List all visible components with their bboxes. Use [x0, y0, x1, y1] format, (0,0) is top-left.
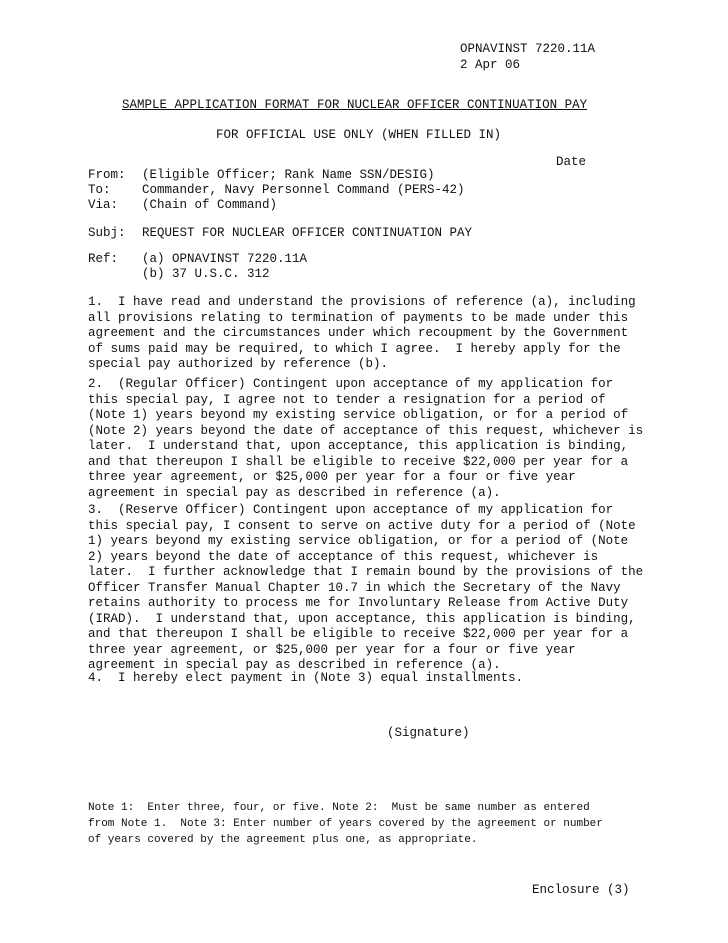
subj-value: REQUEST FOR NUCLEAR OFFICER CONTINUATION PAY	[142, 226, 473, 240]
paragraph-1: 1. I have read and understand the provisions of reference (a), including all provisions relating to termination of payments to be made under this agreement and the circumstances under which recoupment by the Government of sums paid may be required, to which I agree. I hereby apply for the special pay authorized by reference (b).	[88, 295, 636, 371]
footnotes: Note 1: Enter three, four, or five. Note 2: Must be same number as entered from Note 1. Note 3: Enter number of years covered by the agreement or number of years covered by the agreement plus one, as appropriate.	[88, 802, 603, 846]
document-title: SAMPLE APPLICATION FORMAT FOR NUCLEAR OFFICER CONTINUATION PAY	[122, 98, 588, 112]
signature-label: (Signature)	[387, 726, 470, 740]
paragraph-3: 3. (Reserve Officer) Contingent upon acceptance of my application for this special pay, I consent to serve on active duty for a period of (Note 1) years beyond my existing service obligation, or for a period of (Note 2) years beyond the date of acceptance of this request, whichever is later. I further acknowledge that I remain bound by the provisions of the Officer Transfer Manual Chapter 10.7 in which the Secretary of the Navy retains authority to process me for Involuntary Release from Active Duty (IRAD). I understand that, upon acceptance, this application is binding, and that thereupon I shall be eligible to receive $22,000 per year for a three year agreement, or $25,000 per year for a four or five year agreement in special pay as described in reference (a).	[88, 503, 644, 672]
enclosure-label: Enclosure (3)	[532, 883, 630, 897]
ref-b: (b) 37 U.S.C. 312	[142, 267, 270, 281]
subj-label: Subj:	[88, 226, 126, 240]
ref-a: (a) OPNAVINST 7220.11A	[142, 252, 308, 266]
fouo-notice: FOR OFFICIAL USE ONLY (WHEN FILLED IN)	[216, 128, 502, 142]
from-value: (Eligible Officer; Rank Name SSN/DESIG)	[142, 168, 435, 182]
instruction-date: 2 Apr 06	[460, 58, 521, 72]
ref-label: Ref:	[88, 252, 119, 266]
via-label: Via:	[88, 198, 119, 212]
instruction-number: OPNAVINST 7220.11A	[460, 42, 596, 56]
paragraph-4: 4. I hereby elect payment in (Note 3) equal installments.	[88, 671, 524, 685]
to-value: Commander, Navy Personnel Command (PERS-42)	[142, 183, 465, 197]
paragraph-2: 2. (Regular Officer) Contingent upon acceptance of my application for this special pay, I agree not to tender a resignation for a period of (Note 1) years beyond my existing service obligation, or for a period of (Note 2) years beyond the date of acceptance of this request, whichever is later. I understand that, upon acceptance, this application is binding, and that thereupon I shall be eligible to receive $22,000 per year for a three year agreement, or $25,000 per year for a four or five year agreement in special pay as described in reference (a).	[88, 377, 644, 500]
from-label: From:	[88, 168, 126, 182]
to-label: To:	[88, 183, 111, 197]
via-value: (Chain of Command)	[142, 198, 278, 212]
date-label: Date	[556, 155, 587, 169]
